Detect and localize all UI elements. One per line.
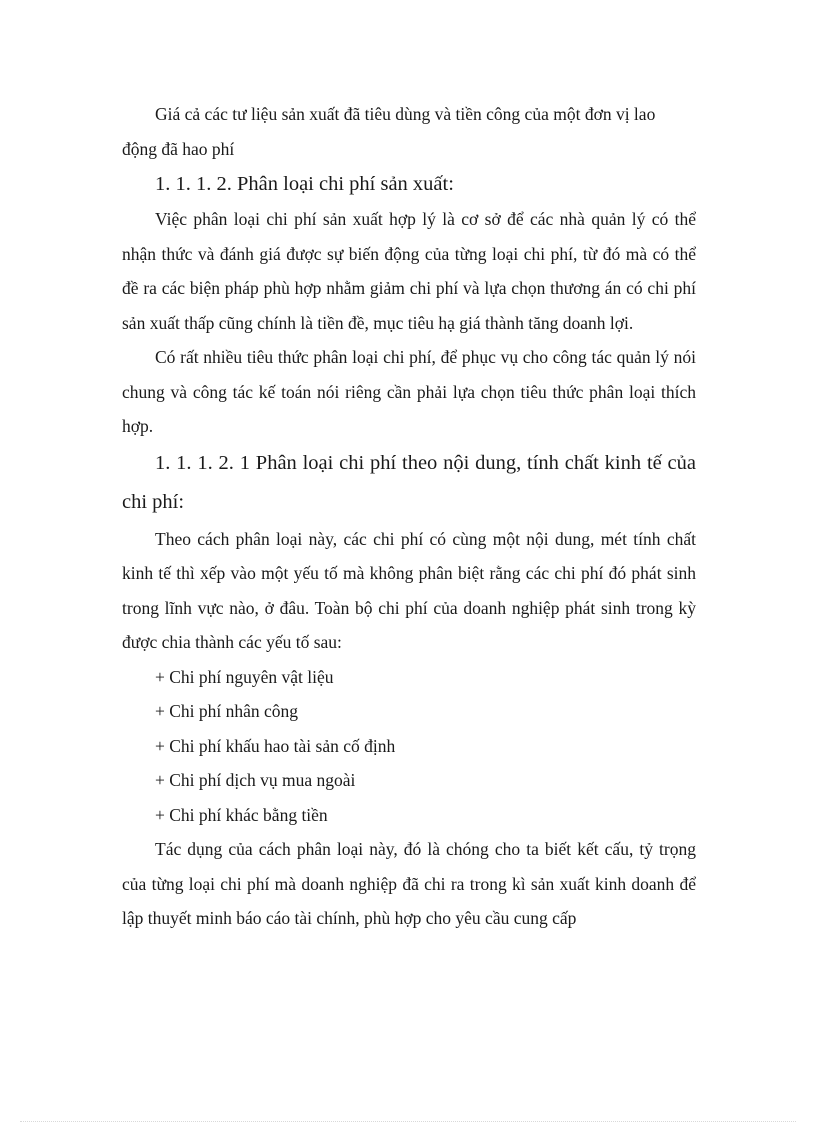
paragraph-2: Có rất nhiều tiêu thức phân loại chi phí, để phục vụ cho công tác quản lý nói chung và công tác kế toán nói riêng cần phải lựa chọn tiêu thức phân loại thích hợp.: [122, 347, 696, 436]
list-item: + Chi phí dịch vụ mua ngoài: [155, 770, 356, 790]
section-heading-2: 1. 1. 1. 2. 1 Phân loại chi phí theo nội dung, tính chất kinh tế của chi phí:: [122, 451, 696, 513]
list-item: + Chi phí nguyên vật liệu: [155, 666, 334, 687]
paragraph-1: Việc phân loại chi phí sản xuất hợp lý là cơ sở để các nhà quản lý có thể nhận thức và đánh giá được sự biến động của từng loại chi phí, từ đó mà có thể đề ra các biện pháp phù hợp nhằm giảm chi phí và lựa chọn thương án có chi phí sản xuất thấp cũng chính là tiền đề, mục tiêu hạ giá thành tăng doanh lợi.: [122, 209, 696, 333]
list-item: + Chi phí khấu hao tài sản cố định: [155, 735, 396, 756]
list-item: + Chi phí khác bằng tiền: [155, 804, 328, 825]
section-heading-1: 1. 1. 1. 2. Phân loại chi phí sản xuất:: [155, 173, 454, 195]
cost-element-list: [122, 660, 696, 833]
page-bottom-divider: [20, 1121, 796, 1122]
document-body: [122, 97, 696, 936]
intro-line-2: động đã hao phí: [122, 138, 235, 159]
list-item: + Chi phí nhân công: [155, 701, 299, 721]
paragraph-3: Theo cách phân loại này, các chi phí có cùng một nội dung, mét tính chất kinh tế thì xếp vào một yếu tố mà không phân biệt rằng các chi phí đó phát sinh trong lĩnh vực nào, ở đâu. Toàn bộ chi phí của doanh nghiệp phát sinh trong kỳ được chia thành các yếu tố sau:: [122, 528, 696, 652]
paragraph-4: Tác dụng của cách phân loại này, đó là chóng cho ta biết kết cấu, tỷ trọng của từng loại chi phí mà doanh nghiệp đã chi ra trong kì sản xuất kinh doanh để lập thuyết minh báo cáo tài chính, phù hợp cho yêu cầu cung cấp: [122, 839, 696, 928]
intro-line-1: Giá cả các tư liệu sản xuất đã tiêu dùng và tiền công của một đơn vị lao: [155, 104, 656, 124]
